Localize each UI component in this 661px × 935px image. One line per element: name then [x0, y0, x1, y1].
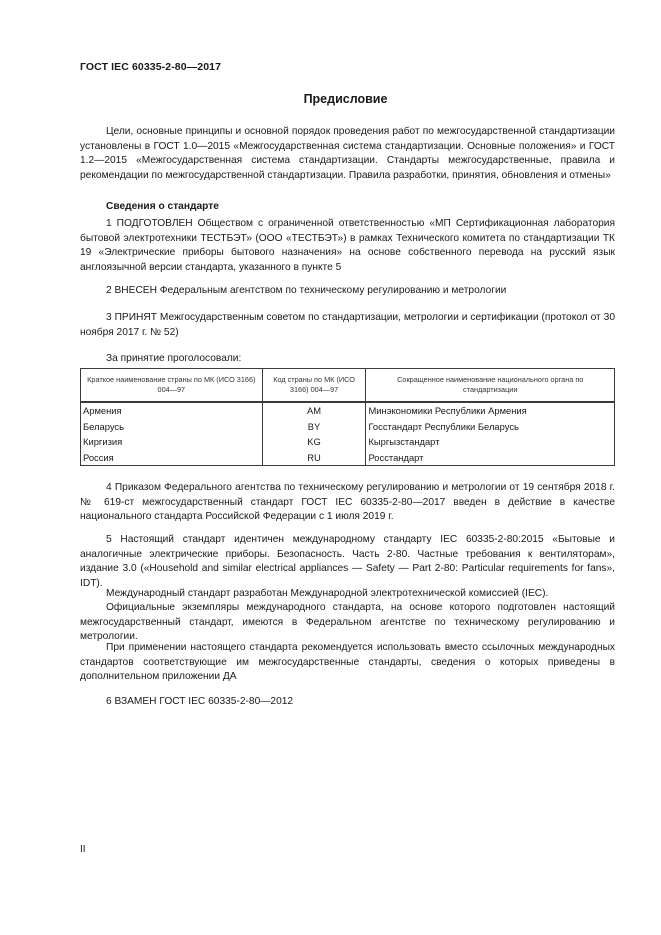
- table-cell-country: Киргизия: [81, 434, 263, 450]
- table-cell-code: KG: [262, 434, 366, 450]
- table-header-code: Код страны по МК (ИСО 3166) 004—97: [262, 369, 366, 403]
- page-number: II: [80, 844, 86, 855]
- item-4-paragraph: 4 Приказом Федерального агентства по техническому регулированию и метрологии от 19 сентября 2018 г. № 619-ст межгосударственный стандарт ГОСТ IEC 60335-2-80—2017 введен в действие в качестве национального стандарта Российской Федерации с 1 июля 2019 г.: [80, 482, 615, 522]
- table-cell-body: Росстандарт: [366, 450, 615, 466]
- table-row: [81, 402, 615, 419]
- table-cell-country: Армения: [81, 402, 263, 419]
- voted-label: За принятие проголосовали:: [106, 353, 242, 364]
- table-cell-body: Кыргызстандарт: [366, 434, 615, 450]
- item-5-paragraph: 5 Настоящий стандарт идентичен международному стандарту IEC 60335-2-80:2015 «Бытовые и аналогичные электрические приборы. Безопасность. Часть 2-80. Частные требования к вентиляторам», издание 3.0 («Household and similar electrical appliances — Safety — Part 2-80: Particular requirements for fans», IDT).: [80, 534, 615, 589]
- item-5-iec-note: Международный стандарт разработан Международной электротехнической комиссией (IEC).: [106, 588, 549, 599]
- item-1-paragraph: 1 ПОДГОТОВЛЕН Обществом с ограниченной ответственностью «МП Сертификационная лаборатория бытовой электротехники ТЕСТБЭТ» (ООО «ТЕСТБЭТ») в рамках Технического комитета по стандартизации ТК 19 «Электрические приборы бытового назначения» на основе собственного перевода на русский язык англоязычной версии стандарта, указанного в пункте 5: [80, 218, 615, 273]
- table-row: [81, 419, 615, 435]
- table-cell-body: Минэкономики Республики Армения: [366, 402, 615, 419]
- item-3-paragraph: 3 ПРИНЯТ Межгосударственным советом по стандартизации, метрологии и сертификации (протокол от 30 ноября 2017 г. № 52): [80, 312, 615, 338]
- table-cell-country: Беларусь: [81, 419, 263, 435]
- page-title: Предисловие: [303, 92, 388, 106]
- table-cell-code: AM: [262, 402, 366, 419]
- section-subheading: Сведения о стандарте: [106, 201, 219, 212]
- table-row: [81, 450, 615, 466]
- intro-paragraph: Цели, основные принципы и основной порядок проведения работ по межгосударственной стандартизации установлены в ГОСТ 1.0—2015 «Межгосударственная система стандартизации. Основные положения» и ГОСТ 1.2—2015 «Межгосударственная система стандартизации. Стандарты межгосударственные, правила и рекомендации по межгосударственной стандартизации. Правила разработки, принятия, обновления и отмены»: [80, 126, 615, 181]
- table-cell-code: BY: [262, 419, 366, 435]
- voting-table: [80, 368, 615, 466]
- table-cell-country: Россия: [81, 450, 263, 466]
- table-header-body: Сокращенное наименование национального органа по стандартизации: [366, 369, 615, 403]
- item-2-paragraph: 2 ВНЕСЕН Федеральным агентством по техническому регулированию и метрологии: [106, 285, 507, 296]
- table-header-country: Краткое наименование страны по МК (ИСО 3166) 004—97: [81, 369, 263, 403]
- item-5-official-copies: Официальные экземпляры международного стандарта, на основе которого подготовлен настоящий межгосударственный стандарт, имеются в Федеральном агентстве по техническому регулированию и метрологии.: [80, 602, 615, 642]
- table-cell-body: Госстандарт Республики Беларусь: [366, 419, 615, 435]
- item-5-application-note: При применении настоящего стандарта рекомендуется использовать вместо ссылочных международных стандартов соответствующие им межгосударственные стандарты, сведения о которых приведены в дополнительном приложении ДА: [80, 642, 615, 682]
- item-6-paragraph: 6 ВЗАМЕН ГОСТ IEC 60335-2-80—2012: [106, 696, 294, 707]
- table-row: [81, 434, 615, 450]
- table-cell-code: RU: [262, 450, 366, 466]
- document-header-code: ГОСТ IEC 60335-2-80—2017: [80, 61, 222, 73]
